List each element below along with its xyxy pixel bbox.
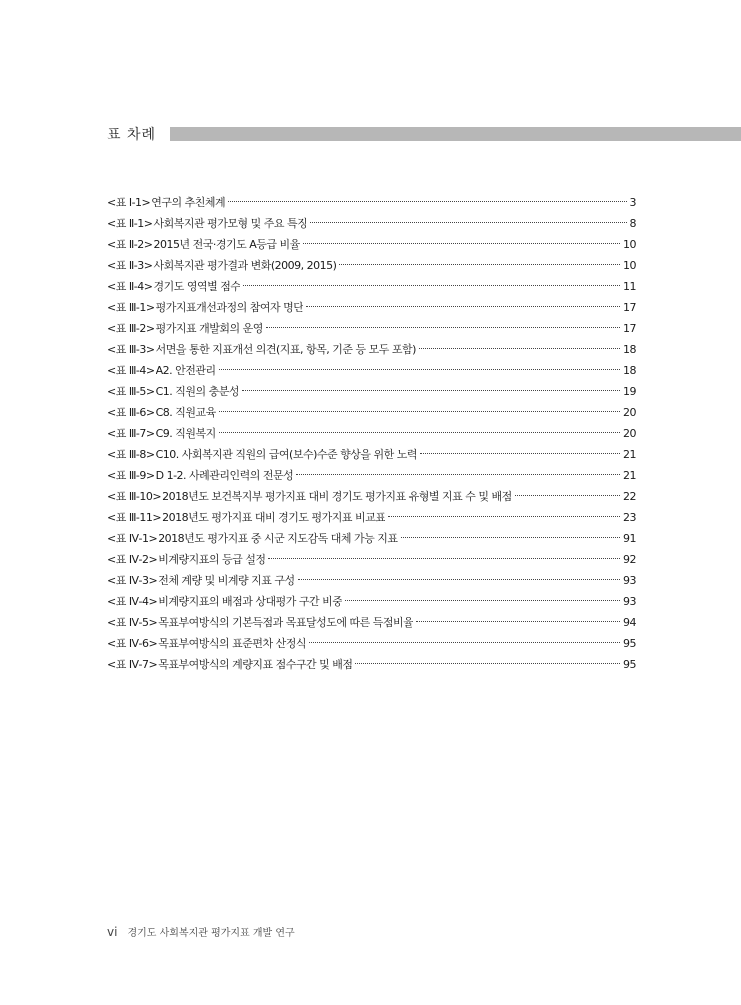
table-title: 2015년 전국·경기도 A등급 비율: [153, 238, 300, 251]
dot-leader: [419, 348, 620, 349]
table-number: <표 Ⅲ-6>: [107, 406, 155, 419]
toc-entry[interactable]: [107, 528, 636, 549]
page-number: 18: [623, 364, 636, 377]
table-number: <표 Ⅲ-7>: [107, 427, 155, 440]
toc-entry[interactable]: [107, 402, 636, 423]
table-title: C8. 직원교육: [155, 406, 216, 419]
table-title: 비계량지표의 배점과 상대평가 구간 비중: [158, 595, 343, 608]
table-number: <표 Ⅱ-2>: [107, 238, 153, 251]
table-of-tables-list: [107, 192, 636, 675]
toc-entry[interactable]: [107, 507, 636, 528]
page-number: 3: [629, 196, 636, 209]
table-title: 2018년도 보건복지부 평가지표 대비 경기도 평가지표 유형별 지표 수 및 배점: [162, 490, 512, 503]
toc-entry[interactable]: [107, 213, 636, 234]
table-number: <표 Ⅲ-5>: [107, 385, 155, 398]
table-title: 비계량지표의 등급 설정: [158, 553, 266, 566]
table-number: <표 Ⅲ-3>: [107, 343, 155, 356]
page-number: 21: [623, 469, 636, 482]
table-number: <표 Ⅳ-7>: [107, 658, 158, 671]
toc-entry[interactable]: [107, 339, 636, 360]
dot-leader: [243, 285, 620, 286]
page-number: 17: [623, 301, 636, 314]
toc-entry[interactable]: [107, 591, 636, 612]
dot-leader: [228, 201, 626, 202]
dot-leader: [355, 663, 620, 664]
table-number: <표 Ⅲ-9>: [107, 469, 155, 482]
table-number: <표 Ⅳ-2>: [107, 553, 158, 566]
table-number: <표 Ⅱ-4>: [107, 280, 153, 293]
table-title: 경기도 영역별 점수: [153, 280, 241, 293]
toc-entry[interactable]: [107, 654, 636, 675]
page-number: 23: [623, 511, 636, 524]
dot-leader: [416, 621, 620, 622]
toc-entry[interactable]: [107, 192, 636, 213]
page-number: 20: [623, 406, 636, 419]
table-number: <표 Ⅲ-2>: [107, 322, 155, 335]
section-heading: 표 차례: [107, 127, 157, 143]
table-title: D 1-2. 사례관리인력의 전문성: [155, 469, 294, 482]
page-number: 91: [623, 532, 636, 545]
table-number: <표 Ⅲ-10>: [107, 490, 162, 503]
table-number: <표 Ⅱ-3>: [107, 259, 153, 272]
table-number: <표 Ⅳ-1>: [107, 532, 158, 545]
dot-leader: [268, 558, 620, 559]
toc-entry[interactable]: [107, 444, 636, 465]
dot-leader: [345, 600, 620, 601]
dot-leader: [388, 516, 620, 517]
table-number: <표 Ⅲ-11>: [107, 511, 162, 524]
dot-leader: [306, 306, 620, 307]
table-title: A2. 안전관리: [155, 364, 216, 377]
table-title: 전체 계량 및 비계량 지표 구성: [158, 574, 295, 587]
toc-entry[interactable]: [107, 297, 636, 318]
dot-leader: [298, 579, 620, 580]
page-number: 93: [623, 574, 636, 587]
table-title: 평가지표개선과정의 참여자 명단: [155, 301, 304, 314]
table-number: <표 Ⅳ-3>: [107, 574, 158, 587]
page-number: 21: [623, 448, 636, 461]
footer-page-number: vi: [107, 925, 118, 939]
dot-leader: [296, 474, 620, 475]
page-number: 92: [623, 553, 636, 566]
page-number: 20: [623, 427, 636, 440]
page-number: 19: [623, 385, 636, 398]
table-number: <표 Ⅳ-4>: [107, 595, 158, 608]
heading-rule-bar: [170, 127, 741, 141]
table-title: 평가지표 개발회의 운영: [155, 322, 263, 335]
table-title: 사회복지관 평가결과 변화(2009, 2015): [153, 259, 337, 272]
table-title: 목표부여방식의 계량지표 점수구간 및 배점: [158, 658, 353, 671]
page-footer: [107, 924, 295, 939]
toc-entry[interactable]: [107, 465, 636, 486]
dot-leader: [266, 327, 620, 328]
dot-leader: [515, 495, 620, 496]
toc-entry[interactable]: [107, 633, 636, 654]
dot-leader: [309, 642, 620, 643]
dot-leader: [420, 453, 620, 454]
toc-entry[interactable]: [107, 360, 636, 381]
toc-entry[interactable]: [107, 234, 636, 255]
toc-entry[interactable]: [107, 255, 636, 276]
table-title: 2018년도 평가지표 대비 경기도 평가지표 비교표: [162, 511, 386, 524]
page-number: 11: [623, 280, 636, 293]
page-number: 95: [623, 637, 636, 650]
dot-leader: [310, 222, 626, 223]
toc-entry[interactable]: [107, 381, 636, 402]
page-number: 8: [629, 217, 636, 230]
page-number: 95: [623, 658, 636, 671]
toc-entry[interactable]: [107, 423, 636, 444]
toc-entry[interactable]: [107, 570, 636, 591]
dot-leader: [401, 537, 620, 538]
page-number: 18: [623, 343, 636, 356]
table-title: 연구의 추친체계: [151, 196, 226, 209]
dot-leader: [219, 369, 620, 370]
dot-leader: [303, 243, 620, 244]
page-number: 22: [623, 490, 636, 503]
table-number: <표 Ⅲ-8>: [107, 448, 155, 461]
table-title: 서면을 통한 지표개선 의견(지표, 항목, 기준 등 모두 포함): [155, 343, 416, 356]
table-number: <표 Ⅱ-1>: [107, 217, 153, 230]
toc-entry[interactable]: [107, 276, 636, 297]
table-title: 2018년도 평가지표 중 시군 지도감독 대체 가능 지표: [158, 532, 398, 545]
table-title: 목표부여방식의 기본득점과 목표달성도에 따른 득점비율: [158, 616, 414, 629]
table-title: C9. 직원복지: [155, 427, 216, 440]
table-title: C1. 직원의 충분성: [155, 385, 240, 398]
table-title: 사회복지관 평가모형 및 주요 특징: [153, 217, 308, 230]
toc-entry[interactable]: [107, 318, 636, 339]
table-number: <표 Ⅲ-1>: [107, 301, 155, 314]
dot-leader: [242, 390, 620, 391]
toc-entry[interactable]: [107, 612, 636, 633]
table-number: <표 Ⅰ-1>: [107, 196, 151, 209]
table-number: <표 Ⅲ-4>: [107, 364, 155, 377]
table-title: C10. 사회복지관 직원의 급여(보수)수준 향상을 위한 노력: [155, 448, 417, 461]
table-title: 목표부여방식의 표준편차 산정식: [158, 637, 306, 650]
page-number: 94: [623, 616, 636, 629]
page-number: 10: [623, 238, 636, 251]
table-number: <표 Ⅳ-5>: [107, 616, 158, 629]
footer-running-title: 경기도 사회복지관 평가지표 개발 연구: [127, 928, 295, 939]
page-number: 17: [623, 322, 636, 335]
page-number: 93: [623, 595, 636, 608]
dot-leader: [219, 411, 620, 412]
page-number: 10: [623, 259, 636, 272]
dot-leader: [339, 264, 620, 265]
table-number: <표 Ⅳ-6>: [107, 637, 158, 650]
toc-entry[interactable]: [107, 549, 636, 570]
toc-entry[interactable]: [107, 486, 636, 507]
dot-leader: [219, 432, 620, 433]
